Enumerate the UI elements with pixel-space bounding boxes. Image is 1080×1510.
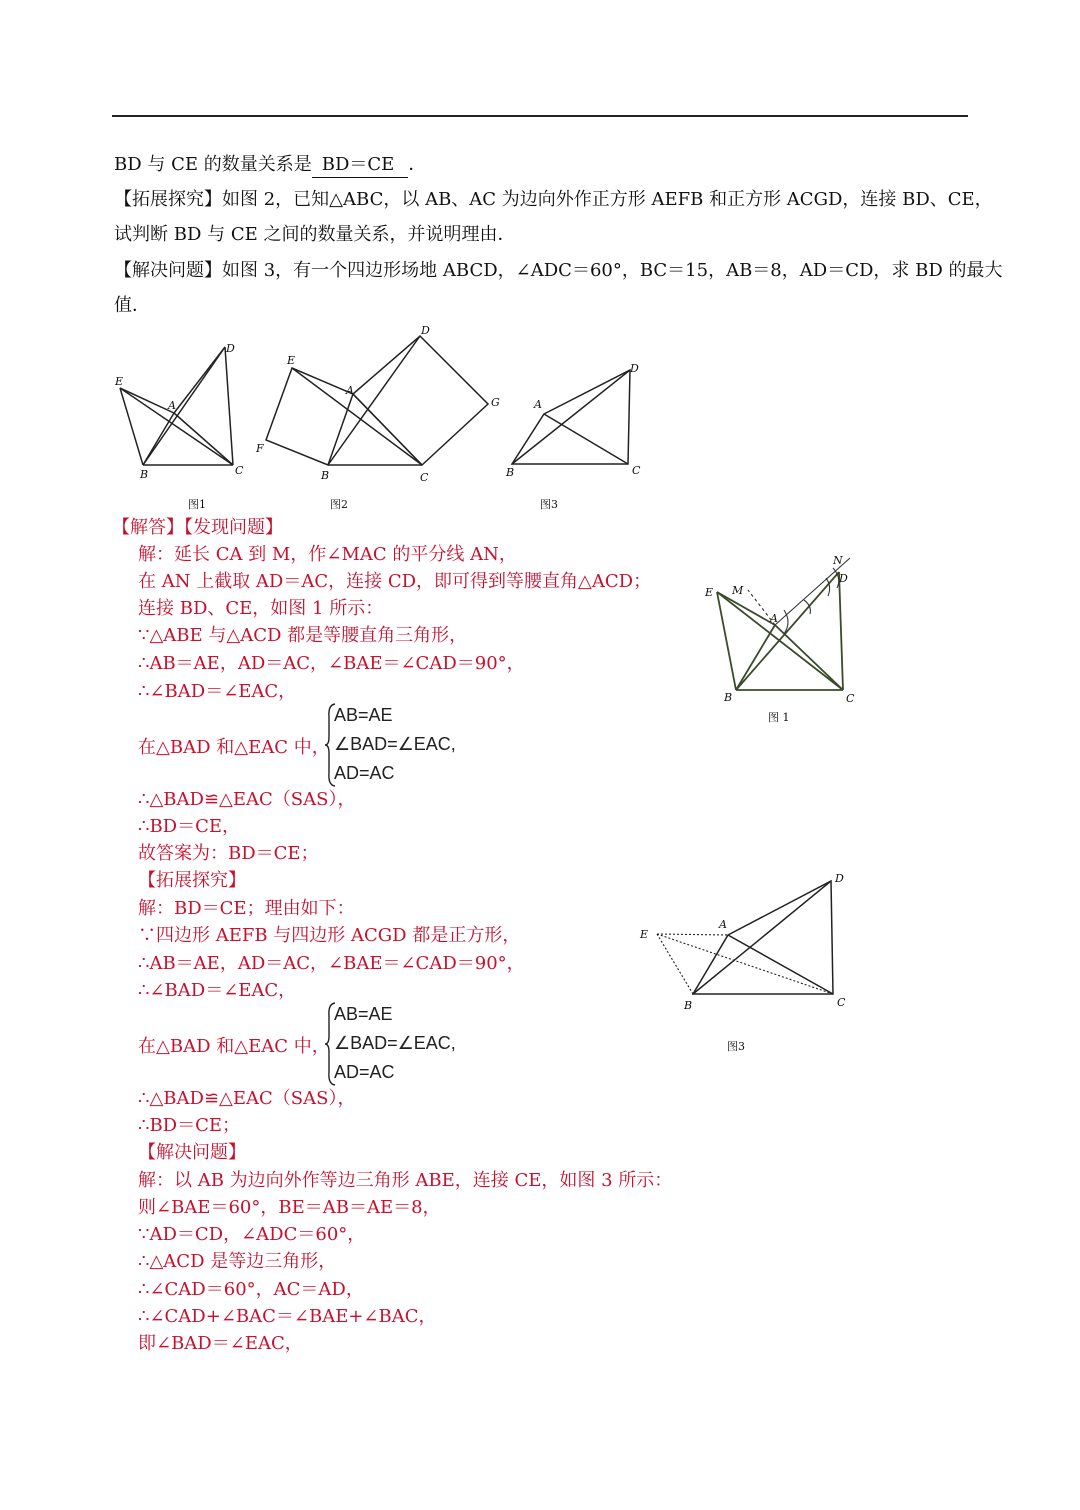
sol3-line-6: ∴∠CAD+∠BAC＝∠BAE+∠BAC， xyxy=(138,1306,437,1327)
sol3-line-2: 则∠BAE＝60°，BE＝AB＝AE＝8， xyxy=(138,1197,441,1218)
sol3-line-1: 解：以 AB 为边向外作等边三角形 ABE，连接 CE，如图 3 所示： xyxy=(138,1170,673,1191)
sol2-line-3: ∴AB＝AE，AD＝AC，∠BAE＝∠CAD＝90°， xyxy=(138,953,525,974)
sfig1-label-e: E xyxy=(705,586,714,599)
fig1-label-d: D xyxy=(226,342,235,355)
fig3-label-a: A xyxy=(534,398,542,411)
sol3-line-4: ∴△ACD 是等边三角形， xyxy=(138,1251,337,1272)
sfig1-label-b: B xyxy=(724,691,733,704)
problem-line-3: 试判断 BD 与 CE 之间的数量关系，并说明理由． xyxy=(114,224,516,245)
problem-line-1: BD 与 CE 的数量关系是 BD＝CE ． xyxy=(114,153,426,178)
fig2-label-d: D xyxy=(421,324,430,337)
system-1-eq-1: AB=AE xyxy=(334,705,393,725)
sol-line-1: 解：延长 CA 到 M，作∠MAC 的平分线 AN， xyxy=(138,544,517,565)
sol-line-5: ∴AB＝AE，AD＝AC，∠BAE＝∠CAD＝90°， xyxy=(138,653,525,674)
solution-header: 【解答】【发现问题】 xyxy=(112,517,283,538)
fig1-label-a: A xyxy=(168,399,176,412)
fig1-label-e: E xyxy=(115,375,124,388)
system-1-eq-3: AD=AC xyxy=(334,763,395,783)
sol-line-3: 连接 BD、CE，如图 1 所示： xyxy=(138,598,384,619)
problem-line-4: 【解决问题】如图 3，有一个四边形场地 ABCD，∠ADC＝60°，BC＝15，AB＝8，AD＝CD，求 BD 的最大 xyxy=(114,260,1003,281)
sfig1-label-n: N xyxy=(833,554,843,567)
fig2-label-b: B xyxy=(321,469,330,482)
answer-blank: BD＝CE xyxy=(312,153,409,178)
fig2-label-g: G xyxy=(491,396,500,409)
fig2-label-a: A xyxy=(346,384,354,397)
problem-line-2: 【拓展探究】如图 2，已知△ABC，以 AB、AC 为边向外作正方形 AEFB 和正方形 ACGD，连接 BD、CE， xyxy=(114,189,993,210)
header-rule xyxy=(112,115,968,117)
sfig3-caption: 图3 xyxy=(727,1040,745,1053)
system-2-eq-1: AB=AE xyxy=(334,1004,393,1024)
sol-line-6: ∴∠BAD＝∠EAC， xyxy=(138,681,297,702)
fig1-label-c: C xyxy=(235,464,244,477)
fig3-label-c: C xyxy=(632,464,641,477)
fig3-label-d: D xyxy=(630,362,639,375)
sol-line-8: ∴BD＝CE， xyxy=(138,816,241,837)
problem-line-5: 值． xyxy=(114,295,150,316)
sol2-line-4: ∴∠BAD＝∠EAC， xyxy=(138,980,297,1001)
sol-line-7: ∴△BAD≌△EAC（SAS）， xyxy=(138,789,356,810)
system-1-label: 在△BAD 和△EAC 中， xyxy=(138,737,330,758)
sol-line-2: 在 AN 上截取 AD＝AC，连接 CD，即可得到等腰直角△ACD； xyxy=(138,571,652,592)
sol-line-9: 故答案为：BD＝CE； xyxy=(138,843,319,864)
fig3-label-b: B xyxy=(506,466,515,479)
sol2-line-6: ∴BD＝CE； xyxy=(138,1115,241,1136)
figure-1 xyxy=(110,335,260,515)
figure-3 xyxy=(500,360,650,515)
section-header-3: 【解决问题】 xyxy=(138,1142,246,1163)
fig1-caption: 图1 xyxy=(188,498,206,511)
sfig1-label-m: M xyxy=(732,584,744,597)
fig2-label-f: F xyxy=(256,442,264,455)
sol3-line-5: ∴∠CAD＝60°，AC＝AD， xyxy=(138,1279,364,1300)
figure-2 xyxy=(250,320,510,515)
system-1-eq-2: ∠BAD=∠EAC, xyxy=(334,734,456,754)
fig2-label-c: C xyxy=(420,471,429,484)
solution-figure-1 xyxy=(700,550,870,730)
system-2-eq-3: AD=AC xyxy=(334,1062,395,1082)
sfig1-label-d: D xyxy=(839,572,848,585)
fig3-caption: 图3 xyxy=(540,498,558,511)
fig1-label-b: B xyxy=(140,468,149,481)
solution-figure-3 xyxy=(635,868,855,1058)
sfig1-label-a: A xyxy=(770,612,778,625)
sfig3-label-d: D xyxy=(835,872,844,885)
system-2-label: 在△BAD 和△EAC 中， xyxy=(138,1036,330,1057)
fig2-caption: 图2 xyxy=(330,498,348,511)
sol2-line-2: ∵四边形 AEFB 与四边形 ACGD 都是正方形， xyxy=(138,925,521,946)
sol3-line-7: 即∠BAD＝∠EAC， xyxy=(138,1333,303,1354)
system-2-eq-2: ∠BAD=∠EAC, xyxy=(334,1033,456,1053)
sfig3-label-c: C xyxy=(837,996,846,1009)
sol-line-4: ∵△ABE 与△ACD 都是等腰直角三角形， xyxy=(138,625,468,646)
sfig3-label-b: B xyxy=(684,999,693,1012)
sfig3-label-a: A xyxy=(719,918,727,931)
sol2-line-5: ∴△BAD≌△EAC（SAS）， xyxy=(138,1088,356,1109)
sfig1-caption: 图 1 xyxy=(768,711,790,724)
section-header-2: 【拓展探究】 xyxy=(138,870,246,891)
fig2-label-e: E xyxy=(287,354,296,367)
sol2-line-1: 解：BD＝CE；理由如下： xyxy=(138,898,355,919)
sol3-line-3: ∵AD＝CD，∠ADC＝60°， xyxy=(138,1224,366,1245)
sfig1-label-c: C xyxy=(846,692,855,705)
sfig3-label-e: E xyxy=(640,928,649,941)
